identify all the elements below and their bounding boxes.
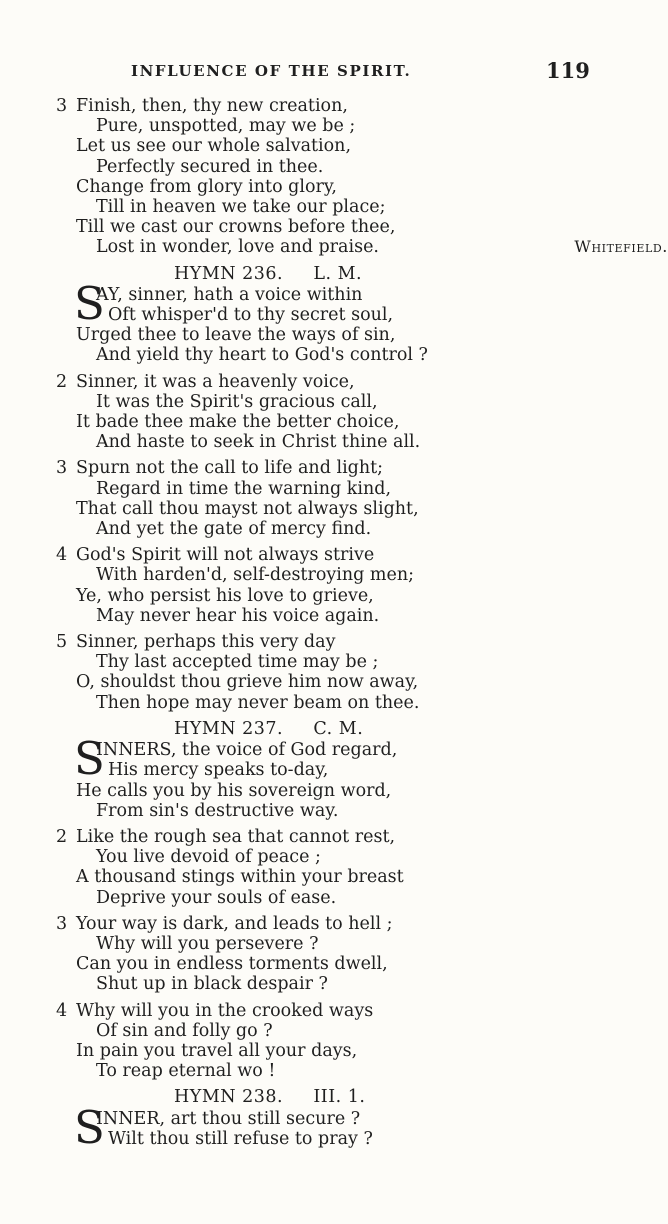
verse-line: And haste to seek in Christ thine all. (96, 432, 421, 453)
stanza-236-3 (56, 458, 616, 539)
verse-line: To reap eternal wo ! (96, 1061, 276, 1082)
verse-line: Why will you in the crooked ways (76, 1000, 374, 1021)
verse-line: Thy last accepted time may be ; (96, 652, 379, 673)
verse-line: Sinner, it was a heavenly voice, (76, 371, 355, 392)
verse-line: Finish, then, thy new creation, (76, 96, 348, 116)
page-number: 119 (546, 58, 590, 83)
verse-line: Lost in wonder, love and praise. (96, 237, 379, 258)
stanza-number: 4 (56, 545, 68, 566)
verse-line: Deprive your souls of ease. (96, 887, 337, 908)
stanza-238-1 (56, 1100, 616, 1154)
stanza-237-1 (56, 732, 616, 821)
verse-line: From sin's destructive way. (96, 800, 339, 821)
verse-line: May never hear his voice again. (96, 605, 380, 626)
verse-line: A thousand stings within your breast (76, 867, 404, 888)
verse-line: Shut up in black despair ? (96, 974, 328, 995)
verse-line: Why will you persevere ? (96, 933, 319, 954)
verse-line: It was the Spirit's gracious call, (96, 391, 378, 412)
stanza-237-4 (56, 1001, 616, 1082)
page-content (56, 96, 668, 1155)
verse-line: Pure, unspotted, may we be ; (96, 116, 356, 137)
verse-line: Till in heaven we take our place; (96, 197, 386, 218)
verse-line: Change from glory into glory, (76, 176, 337, 197)
verse-line: Let us see our whole salvation, (76, 136, 352, 157)
verse-line: He calls you by his sovereign word, (76, 780, 392, 801)
verse-line: Of sin and folly go ? (96, 1020, 273, 1041)
verse-line: You live devoid of peace ; (96, 847, 321, 868)
drop-cap: S (74, 732, 105, 786)
stanza-number: 2 (56, 371, 68, 392)
verse-line: Can you in endless torments dwell, (76, 954, 388, 975)
verse-line: Spurn not the call to life and light; (76, 458, 384, 479)
author-attribution: Whitefield. (574, 237, 668, 257)
hymn-heading: HYMN 238. III. 1. (174, 1087, 366, 1108)
stanza-prev-3 (56, 96, 668, 258)
stanza-236-2 (56, 372, 616, 453)
running-head (0, 60, 640, 84)
stanza-number: 2 (56, 826, 68, 847)
stanza-number: 3 (56, 913, 68, 934)
drop-cap: S (74, 276, 105, 330)
verse-line: Ye, who persist his love to grieve, (76, 585, 374, 606)
stanza-236-5 (56, 632, 616, 713)
stanza-number: 5 (56, 632, 68, 653)
stanza-number: 3 (56, 96, 68, 116)
verse-line: Perfectly secured in thee. (96, 156, 324, 177)
verse-line: AY, sinner, hath a voice within (96, 284, 363, 305)
verse-line: Wilt thou still refuse to pray ? (108, 1128, 373, 1149)
stanza-236-4 (56, 545, 616, 626)
verse-line: Urged thee to leave the ways of sin, (76, 325, 396, 346)
verse-line: Regard in time the warning kind, (96, 478, 392, 499)
verse-line: Oft whisper'd to thy secret soul, (108, 305, 394, 326)
stanza-237-3 (56, 914, 616, 995)
hymn-heading: HYMN 237. C. M. (174, 718, 364, 739)
verse-line: Sinner, perhaps this very day (76, 632, 336, 653)
stanza-236-1 (56, 276, 616, 366)
verse-line: Then hope may never beam on thee. (96, 692, 420, 713)
verse-line: His mercy speaks to-day, (108, 760, 329, 781)
stanza-number: 3 (56, 458, 68, 479)
verse-line: Your way is dark, and leads to hell ; (76, 913, 393, 934)
verse-line: Till we cast our crowns before thee, (76, 217, 396, 238)
verse-line: In pain you travel all your days, (76, 1040, 358, 1061)
verse-line: God's Spirit will not always strive (76, 545, 375, 566)
verse-line: It bade thee make the better choice, (76, 412, 400, 433)
verse-line: That call thou mayst not always slight, (76, 498, 419, 519)
verse-line: And yield thy heart to God's control ? (96, 345, 428, 366)
stanza-number: 4 (56, 1000, 68, 1021)
drop-cap: S (74, 1100, 105, 1154)
verse-line: Like the rough sea that cannot rest, (76, 826, 396, 847)
running-title: INFLUENCE OF THE SPIRIT. (131, 62, 412, 80)
verse-line: And yet the gate of mercy find. (96, 519, 372, 540)
verse-line: O, shouldst thou grieve him now away, (76, 672, 419, 693)
verse-line: INNER, art thou still secure ? (96, 1108, 361, 1129)
verse-line: INNERS, the voice of God regard, (96, 740, 398, 761)
hymn-heading: HYMN 236. L. M. (174, 263, 363, 284)
stanza-237-2 (56, 827, 616, 908)
verse-line: With harden'd, self-destroying men; (96, 565, 414, 586)
